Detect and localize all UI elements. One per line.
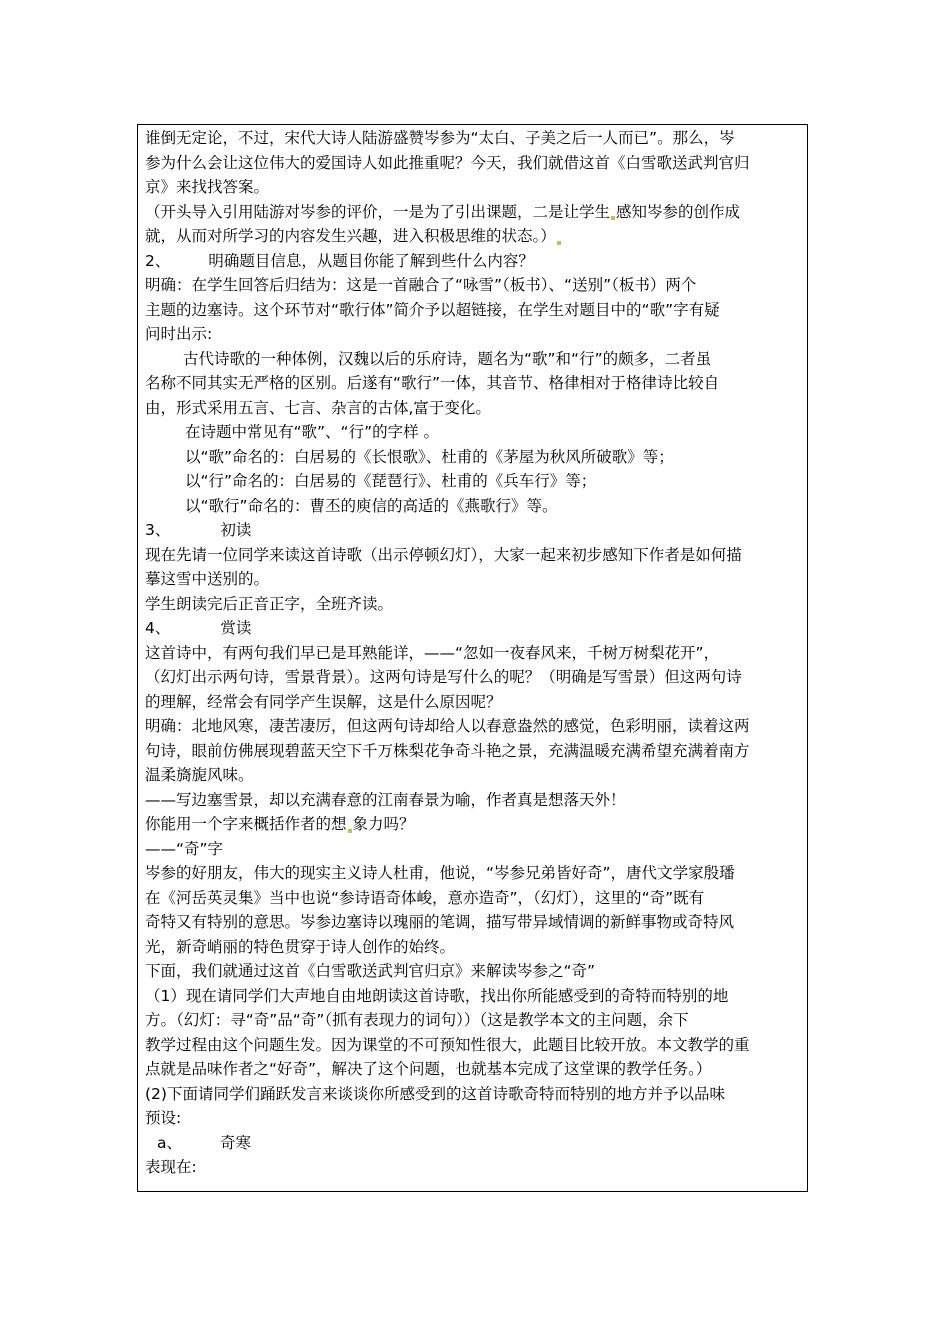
- text-line: 下面，我们就通过这首《白雪歌送武判官归京》来解读岑参之“奇”: [145, 962, 596, 980]
- text-line: ——“奇”字: [145, 839, 224, 858]
- text-line: 教学过程由这个问题生发。因为课堂的不可预知性很大，此题目比较开放。本文教学的重: [145, 1035, 750, 1054]
- section-title: 明确题目信息，从题目你能了解到些什么内容？: [208, 251, 534, 270]
- text-line: 问时出示:: [145, 325, 213, 343]
- text-segment: （开头导入引用陆游对岑参的评价，一是为了引出课题，二是让学生: [145, 202, 611, 221]
- text-line: 句诗，眼前仿佛展现碧蓝天空下千万株梨花争奇斗艳之景，充满温暖充满希望充满着南方: [145, 741, 750, 760]
- sub-heading: [145, 1131, 805, 1156]
- text-line: 名称不同其实无严格的区别。后遂有“歌行”一体，其音节、格律相对于格律诗比较自: [145, 374, 720, 392]
- text-segment: 象力吗？: [352, 815, 415, 833]
- section-heading: [145, 249, 805, 274]
- section-heading: [145, 518, 805, 543]
- text-line: （幻灯出示两句诗，雪景背景）。这两句诗是写什么的呢？（明确是写雪景）但这两句诗: [145, 668, 742, 686]
- section-title: 初读: [220, 521, 252, 539]
- text-line: 在诗题中常见有“歌”、“行”的字样 。: [185, 423, 440, 441]
- edit-mark: [557, 241, 561, 245]
- text-line: (2)下面请同学们踊跃发言来谈谈你所感受到的这首诗歌奇特而特别的地方并予以品味: [145, 1084, 725, 1103]
- edit-mark: [348, 829, 352, 833]
- text-line: 由，形式采用五言、七言、杂言的古体,富于变化。: [145, 398, 491, 417]
- text-line: 参为什么会让这位伟大的爱国诗人如此推重呢？今天，我们就借这首《白雪歌送武判官归: [145, 153, 750, 172]
- text-line: 谁倒无定论，不过，宋代大诗人陆游盛赞岑参为“太白、子美之后一人而已”。那么，岑: [145, 129, 735, 147]
- text-line: 明确：北地风寒，凄苦凄厉，但这两句诗却给人以春意盎然的感觉，色彩明丽，读着这两: [145, 717, 750, 735]
- document-body: [145, 126, 805, 1180]
- text-line: [145, 812, 805, 837]
- text-line: ——写边塞雪景，却以充满春意的江南春景为喻，作者真是想落天外！: [145, 790, 626, 809]
- section-number: 2、: [145, 251, 171, 270]
- section-number: 3、: [145, 521, 171, 539]
- text-line: 预设:: [145, 1109, 182, 1127]
- sub-heading-title: 奇寒: [220, 1133, 252, 1152]
- text-line: 在《河岳英灵集》当中也说“参诗语奇体峻，意亦造奇”，（幻灯），这里的“奇”既有: [145, 888, 705, 907]
- text-line: 以“歌行”命名的：曹丕的庾信的高适的《燕歌行》等。: [185, 496, 558, 515]
- text-line: 表现在:: [145, 1158, 197, 1176]
- text-line: 这首诗中，有两句我们早已是耳熟能详，——“忽如一夜春风来，千树万树梨花开”，: [145, 643, 720, 662]
- text-line: 京》来找找答案。: [145, 178, 270, 196]
- text-line: 以“歌”命名的：白居易的《长恨歌》、杜甫的《茅屋为秋风所破歌》等；: [185, 447, 674, 466]
- section-heading: [145, 616, 805, 641]
- text-line: 主题的边塞诗。这个环节对“歌行体”简介予以超链接，在学生对题目中的“歌”字有疑: [145, 300, 720, 319]
- text-segment: 你能用一个字来概括作者的想: [145, 815, 347, 833]
- section-title: 赏读: [220, 619, 252, 637]
- text-line: 温柔旖旎风味。: [145, 766, 254, 784]
- text-line: 摹这雪中送别的。: [145, 570, 270, 588]
- sub-heading-label: a、: [157, 1133, 182, 1152]
- text-line: 学生朗读完后正音正字，全班齐读。: [145, 594, 394, 613]
- text-line: 现在先请一位同学来读这首诗歌（出示停顿幻灯），大家一起来初步感知下作者是如何描: [145, 545, 742, 564]
- text-line: 古代诗歌的一种体例，汉魏以后的乐府诗，题名为“歌”和“行”的颇多，二者虽: [183, 349, 712, 368]
- edit-mark: [611, 216, 615, 220]
- text-line: [145, 224, 805, 249]
- text-line: 岑参的好朋友，伟大的现实主义诗人杜甫，他说，“岑参兄弟皆好奇”，唐代文学家殷璠: [145, 864, 735, 882]
- text-line: 光，新奇峭丽的特色贯穿于诗人创作的始终。: [145, 937, 456, 956]
- text-line: 的理解，经常会有同学产生误解，这是什么原因呢？: [145, 692, 502, 711]
- text-line: 明确：在学生回答后归结为：这是一首融合了“咏雪”（板书）、“送别”（板书）两个: [145, 276, 697, 294]
- section-number: 4、: [145, 619, 171, 637]
- text-line: 点就是品味作者之“好奇”，解决了这个问题，也就基本完成了这堂课的教学任务。）: [145, 1060, 712, 1078]
- text-line: 奇特又有特别的意思。岑参边塞诗以瑰丽的笔调，描写带异域情调的新鲜事物或奇特风: [145, 913, 735, 931]
- text-segment: 感知岑参的创作成: [616, 202, 741, 221]
- text-line: （1）现在请同学们大声地自由地朗读这首诗歌，找出你所能感受到的奇特而特别的地: [145, 986, 729, 1005]
- text-line: 方。（幻灯：寻“奇”品“奇”（抓有表现力的词句））（这是教学本文的主问题，余下: [145, 1011, 689, 1029]
- text-line: [145, 200, 805, 225]
- text-segment: 就，从而对所学习的内容发生兴趣，进入积极思维的状态。）: [145, 227, 556, 245]
- text-line: 以“行”命名的：白居易的《琵琶行》、杜甫的《兵车行》等；: [185, 472, 597, 490]
